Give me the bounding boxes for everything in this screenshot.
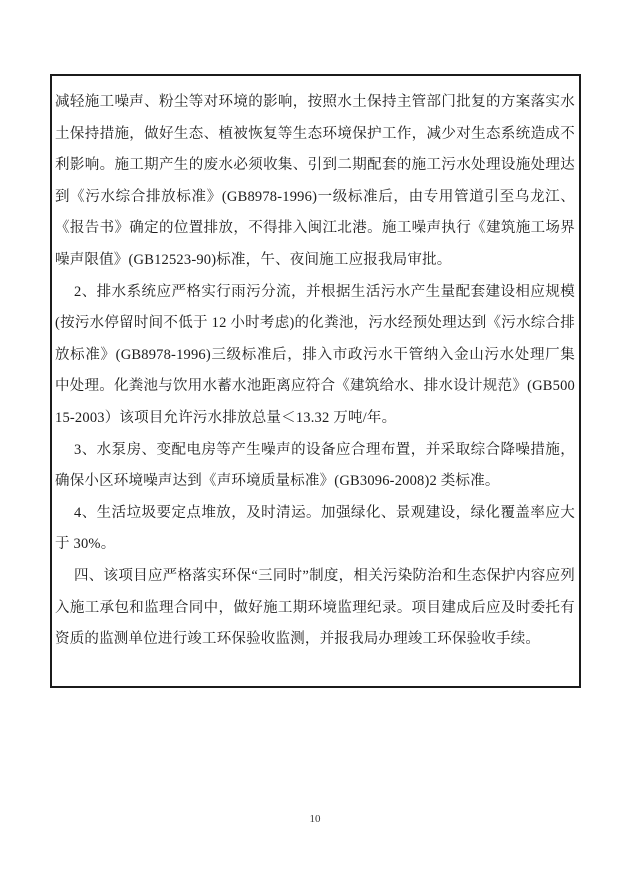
page-number: 10 [309, 813, 321, 825]
paragraph: 4、生活垃圾要定点堆放，及时清运。加强绿化、景观建设，绿化覆盖率应大于 30%。 [55, 504, 575, 553]
content-box [50, 74, 581, 688]
paragraph-container [55, 87, 575, 656]
paragraph: 2、排水系统应严格实行雨污分流，并根据生活污水产生量配套建设相应规模(按污水停留时间不低于 12 小时考虑)的化粪池，污水经预处理达到《污水综合排放标准》(GB8978-1996)三级标准后，排入市政污水干管纳入金山污水处理厂集中处理。化粪池与饮用水蓄水池距离应符合《建筑给水、排水设计规范》(GB50015-2003）该项目允许污水排放总量＜13.32 万吨/年。 [55, 283, 575, 426]
paragraph: 3、水泵房、变配电房等产生噪声的设备应合理布置，并采取综合降噪措施，确保小区环境噪声达到《声环境质量标准》(GB3096-2008)2 类标准。 [55, 441, 575, 490]
paragraph: 减轻施工噪声、粉尘等对环境的影响，按照水土保持主管部门批复的方案落实水土保持措施，做好生态、植被恢复等生态环境保护工作，减少对生态系统造成不利影响。施工期产生的废水必须收集、引到二期配套的施工污水处理设施处理达到《污水综合排放标准》(GB8978-1996)一级标准后，由专用管道引至乌龙江、《报告书》确定的位置排放，不得排入闽江北港。施工噪声执行《建筑施工场界噪声限值》(GB12523-90)标准，午、夜间施工应报我局审批。 [55, 94, 575, 268]
paragraph: 四、该项目应严格落实环保“三同时”制度，相关污染防治和生态保护内容应列入施工承包和监理合同中，做好施工期环境监理纪录。项目建成后应及时委托有资质的监测单位进行竣工环保验收监测，并报我局办理竣工环保验收手续。 [55, 567, 575, 648]
